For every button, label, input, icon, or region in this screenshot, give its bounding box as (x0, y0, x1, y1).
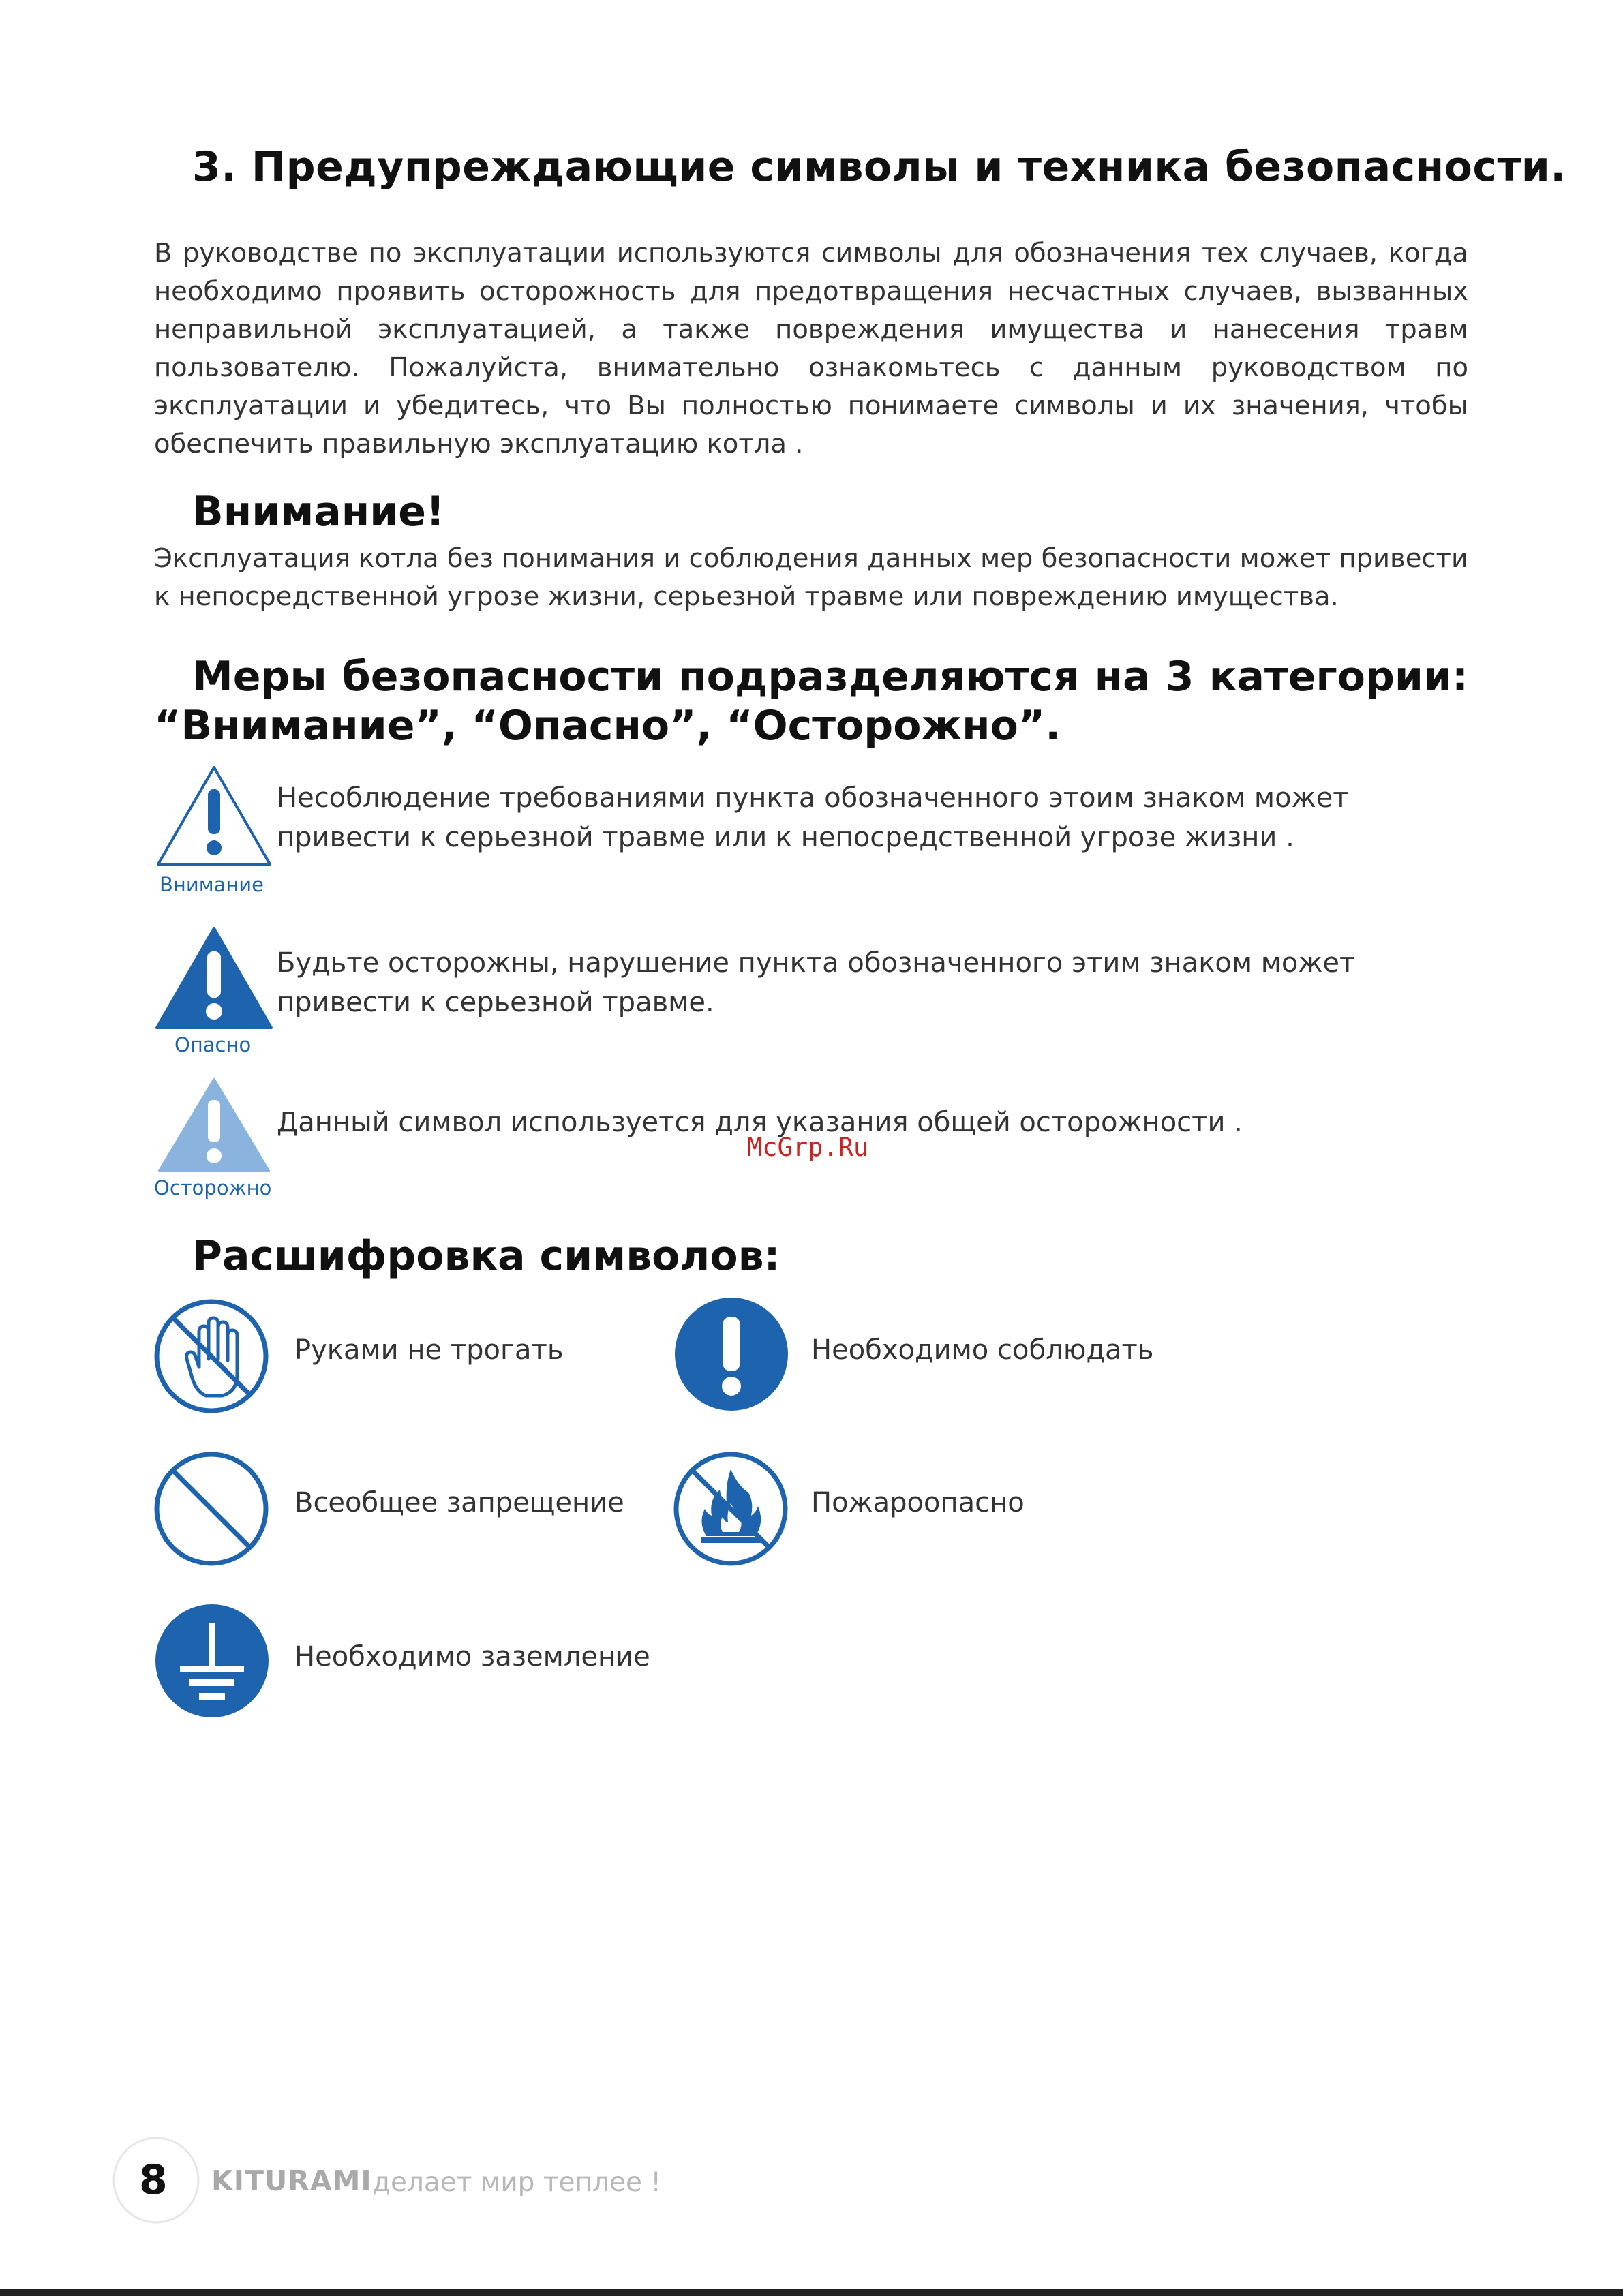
footer-slogan: делает мир теплее ! (372, 2167, 661, 2198)
footer-brand: KITURAMI (211, 2164, 372, 2197)
symbol-label-prohibition: Всеобщее запрещение (294, 1487, 624, 1518)
bottom-edge-rule (0, 2289, 1623, 2296)
symbol-label-no-touch: Руками не трогать (294, 1334, 564, 1366)
symbol-label-grounding: Необходимо заземление (294, 1641, 650, 1672)
mandatory-icon (673, 1296, 789, 1412)
categories-heading-line1: Меры безопасности подразделяются на 3 категории: (192, 653, 1468, 701)
category-label-danger: Опасно (175, 1033, 252, 1056)
no-touch-icon (151, 1296, 271, 1416)
watermark: McGrp.Ru (747, 1133, 869, 1162)
category-text-attention: Несоблюдение требованиями пункта обозначенного этоим знаком может привести к серьезной травме или к непосредственной угрозе жизни . (277, 782, 1349, 853)
warning-heading: Внимание! (192, 488, 445, 536)
category-label-attention: Внимание (160, 873, 264, 896)
symbols-heading: Расшифровка символов: (192, 1232, 780, 1280)
symbol-label-fire-hazard: Пожароопасно (811, 1487, 1025, 1518)
page-number: 8 (139, 2156, 168, 2204)
category-text-danger: Будьте осторожны, нарушение пункта обозначенного этим знаком может привести к серьезной травме. (277, 947, 1356, 1018)
symbol-label-mandatory: Необходимо соблюдать (811, 1334, 1154, 1366)
prohibition-icon (151, 1449, 271, 1569)
warning-text: Эксплуатация котла без понимания и соблюдения данных мер безопасности может привести к непосредственной угрозе жизни, серьезной травме или повреждению имущества. (154, 543, 1468, 612)
categories-heading-line2: “Внимание”, “Опасно”, “Осторожно”. (154, 702, 1061, 750)
grounding-icon (154, 1603, 270, 1719)
caution-triangle-icon (153, 1075, 275, 1178)
section-title: 3. Предупреждающие символы и техника безопасности. (192, 143, 1566, 191)
category-label-caution: Осторожно (154, 1176, 272, 1199)
attention-triangle-icon (153, 762, 275, 871)
danger-triangle-icon (153, 924, 275, 1033)
intro-paragraph: В руководстве по эксплуатации используются символы для обозначения тех случаев, когда необходимо проявить осторожность для предотвращения несчастных случаев, вызванных неправильной эксплуатацией, а также повреждения имущества и нанесения травм пользователю. Пожалуйста, внимательно ознакомьтесь с данным руководством по эксплуатации и убедитесь, что Вы полностью понимаете символы и их значения, чтобы обеспечить правильную эксплуатацию котла . (154, 238, 1468, 459)
category-text-caution: Данный символ используется для указания общей осторожности . (277, 1107, 1243, 1138)
fire-hazard-icon (671, 1449, 791, 1569)
